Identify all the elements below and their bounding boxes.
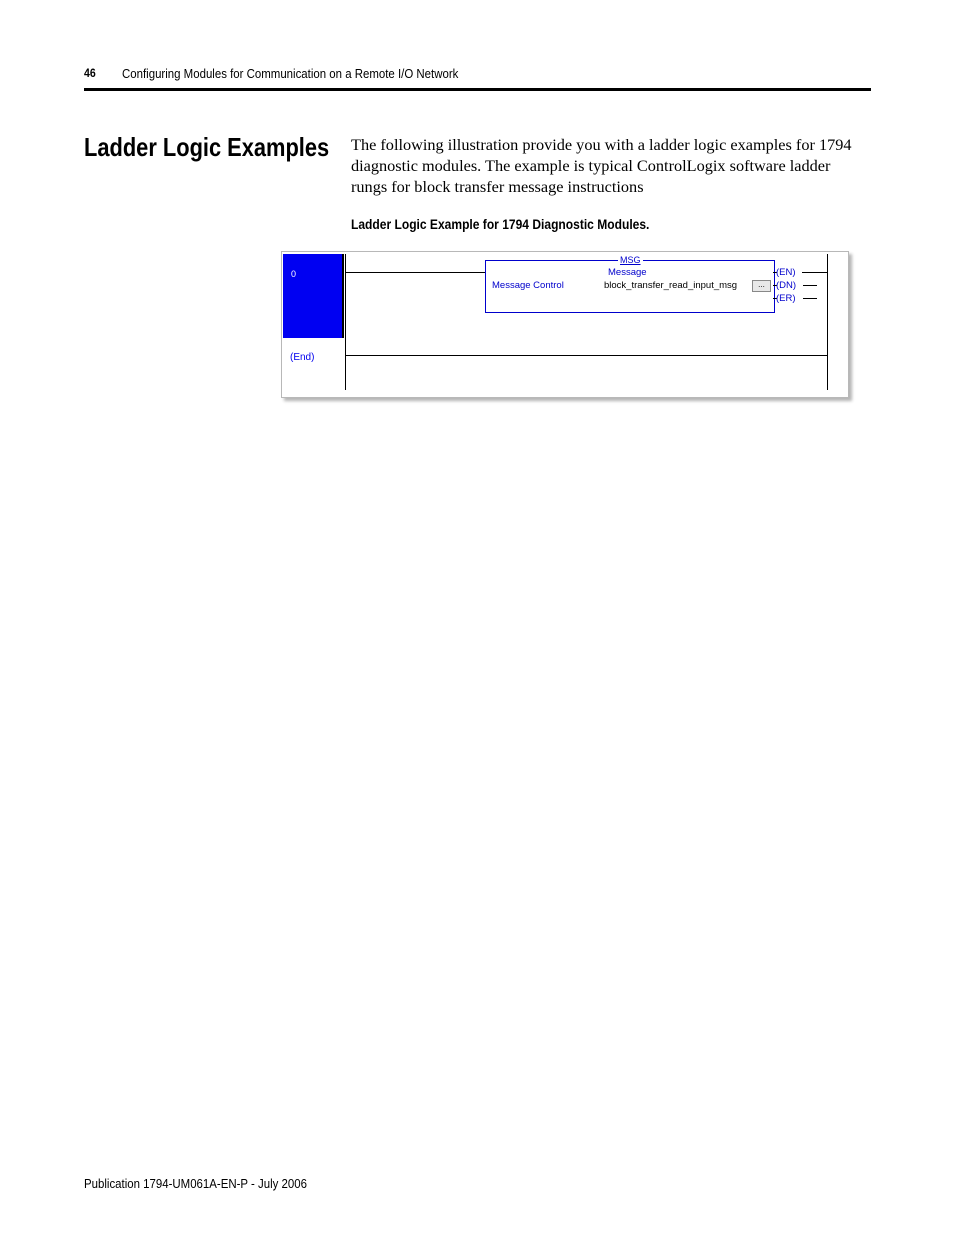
intro-paragraph: The following illustration provide you with a ladder logic examples for 1794 diagnostic modules. The example is typical ControlLogix software ladder rungs for block transfer message instructions	[351, 135, 852, 196]
page-number: 46	[84, 66, 96, 80]
right-power-rail	[827, 254, 828, 390]
ladder-diagram	[281, 251, 849, 398]
end-rung-wire	[345, 355, 828, 356]
footer-publication: Publication 1794-UM061A-EN-P - July 2006	[84, 1176, 307, 1191]
msg-browse-button[interactable]: ...	[752, 280, 771, 292]
msg-mnemonic: MSG	[620, 255, 641, 265]
output-er-tail	[803, 298, 817, 299]
output-er: (ER)	[776, 293, 796, 304]
msg-instruction-name: Message	[608, 267, 647, 278]
rung-wire-right	[802, 272, 828, 273]
section-title: Ladder Logic Examples	[84, 132, 330, 162]
header-rule	[84, 88, 871, 91]
figure-caption: Ladder Logic Example for 1794 Diagnostic Modules.	[351, 216, 650, 232]
end-rung-label: (End)	[290, 352, 315, 363]
msg-operand-label: Message Control	[492, 280, 564, 291]
msg-operand-tag[interactable]: block_transfer_read_input_msg	[604, 280, 738, 291]
left-power-rail	[345, 254, 346, 390]
output-dn: (DN)	[776, 280, 797, 291]
rung-0-selector[interactable]	[283, 254, 342, 338]
output-en: (EN)	[776, 267, 796, 278]
left-power-rail-highlight	[342, 254, 344, 338]
output-dn-tail	[803, 285, 817, 286]
rung-wire-left	[345, 272, 485, 273]
running-head: Configuring Modules for Communication on a Remote I/O Network	[122, 66, 459, 81]
msg-instruction-block[interactable]	[485, 255, 775, 313]
rung-number: 0	[291, 269, 297, 279]
